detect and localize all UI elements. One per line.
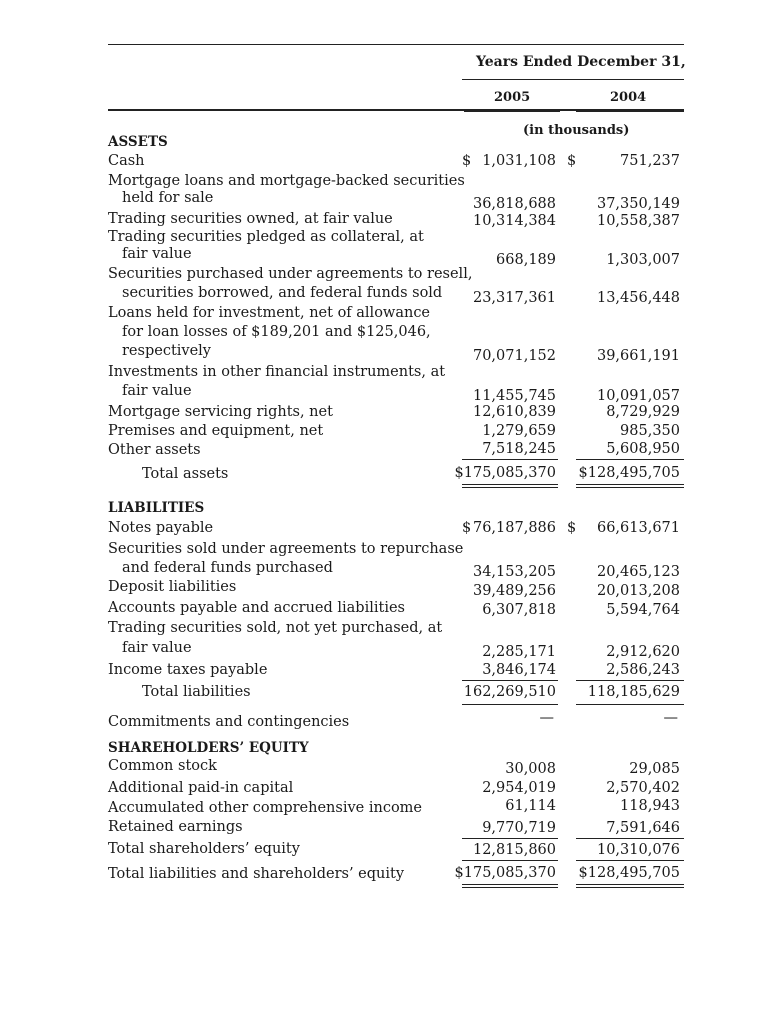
loans-held-2004: 39,661,191 (596, 348, 680, 364)
total-assets-2004: $128,495,705 (578, 465, 680, 481)
year-2005-underline (464, 111, 560, 112)
notes-payable-label: Notes payable (108, 520, 214, 536)
msr-2005: 12,610,839 (472, 404, 556, 420)
total-liabilities-label: Total liabilities (142, 684, 251, 700)
total-equity-label: Total shareholders’ equity (108, 841, 300, 857)
premises-2004: 985,350 (620, 423, 680, 439)
premises-label: Premises and equipment, net (108, 423, 324, 439)
assets-subtotal-rule-2004 (576, 459, 684, 460)
deposits-2004: 20,013,208 (596, 583, 680, 599)
commitments-label: Commitments and contingencies (108, 714, 350, 730)
total-liabilities-equity-2004: $128,495,705 (578, 865, 680, 881)
assets-heading: ASSETS (108, 134, 168, 150)
year-2004-underline (576, 111, 684, 112)
investments-other-label-1: Investments in other financial instruments, at (108, 364, 446, 380)
top-rule (108, 44, 684, 45)
notes-payable-2005-currency: $ (462, 520, 472, 536)
assets-subtotal-rule-2005 (462, 459, 558, 460)
accounts-payable-2005: 6,307,818 (482, 602, 556, 618)
retained-earnings-2004: 7,591,646 (606, 820, 680, 836)
deposits-2005: 39,489,256 (472, 583, 556, 599)
year-2004-header: 2004 (610, 90, 647, 105)
investments-other-2005: 11,455,745 (472, 388, 556, 404)
total-assets-double-rule-2004-a (576, 484, 684, 485)
total-liabilities-equity-2005: $175,085,370 (454, 865, 556, 881)
securities-sold-2005: 34,153,205 (472, 564, 556, 580)
securities-sold-label-2: and federal funds purchased (122, 560, 333, 576)
loans-held-2005: 70,071,152 (472, 348, 556, 364)
equity-subtotal-rule-2005 (462, 838, 558, 839)
liabilities-heading: LIABILITIES (108, 500, 205, 516)
securities-purchased-label-1: Securities purchased under agreements to resell, (108, 266, 473, 282)
cash-2004: 751,237 (620, 153, 680, 169)
period-title: Years Ended December 31, (476, 54, 686, 70)
trading-pledged-label-1: Trading securities pledged as collateral, at (108, 229, 424, 245)
aoci-2005: 61,114 (505, 798, 556, 814)
retained-earnings-2005: 9,770,719 (482, 820, 556, 836)
equity-subtotal-rule-2004 (576, 838, 684, 839)
cash-2005-currency: $ (462, 153, 472, 169)
common-stock-2005: 30,008 (505, 761, 556, 777)
liabilities-subtotal-rule-2004 (576, 680, 684, 681)
income-taxes-2005: 3,846,174 (482, 662, 556, 678)
msr-label: Mortgage servicing rights, net (108, 404, 333, 420)
msr-2004: 8,729,929 (606, 404, 680, 420)
apic-label: Additional paid-in capital (108, 780, 294, 796)
grand-total-double-rule-2005-b (462, 887, 558, 888)
trading-sold-2005: 2,285,171 (482, 644, 556, 660)
deposits-label: Deposit liabilities (108, 579, 237, 595)
total-assets-double-rule-2005-a (462, 484, 558, 485)
year-2005-header: 2005 (494, 90, 531, 105)
equity-heading: SHAREHOLDERS’ EQUITY (108, 740, 309, 756)
notes-payable-2004: 66,613,671 (596, 520, 680, 536)
accounts-payable-2004: 5,594,764 (606, 602, 680, 618)
loans-held-label-2: for loan losses of $189,201 and $125,046, (122, 324, 431, 340)
total-assets-double-rule-2004-b (576, 487, 684, 488)
mortgage-loans-label-1: Mortgage loans and mortgage-backed securities (108, 173, 465, 189)
years-rule (462, 79, 684, 80)
trading-owned-label: Trading securities owned, at fair value (108, 211, 393, 227)
securities-sold-2004: 20,465,123 (596, 564, 680, 580)
notes-payable-2004-currency: $ (567, 520, 577, 536)
total-assets-label: Total assets (142, 466, 229, 482)
accounts-payable-label: Accounts payable and accrued liabilities (108, 600, 405, 616)
trading-owned-2005: 10,314,384 (472, 213, 556, 229)
mortgage-loans-label-2: held for sale (122, 190, 214, 206)
trading-owned-2004: 10,558,387 (596, 213, 680, 229)
securities-purchased-2004: 13,456,448 (596, 290, 680, 306)
trading-pledged-label-2: fair value (122, 246, 192, 262)
loans-held-label-3: respectively (122, 343, 212, 359)
commitments-2004: — (663, 710, 678, 726)
aoci-label: Accumulated other comprehensive income (108, 800, 423, 816)
total-liabilities-rule-2004 (576, 704, 684, 705)
income-taxes-label: Income taxes payable (108, 662, 268, 678)
grand-total-double-rule-2004-b (576, 887, 684, 888)
other-assets-2005: 7,518,245 (482, 441, 556, 457)
total-assets-2005: $175,085,370 (454, 465, 556, 481)
securities-purchased-label-2: securities borrowed, and federal funds sold (122, 285, 443, 301)
units-label: (in thousands) (523, 123, 630, 138)
common-stock-label: Common stock (108, 758, 217, 774)
total-equity-2004: 10,310,076 (596, 842, 680, 858)
notes-payable-2005: 76,187,886 (472, 520, 556, 536)
cash-label: Cash (108, 153, 145, 169)
total-liabilities-2004: 118,185,629 (587, 684, 680, 700)
mortgage-loans-2005: 36,818,688 (472, 196, 556, 212)
other-assets-label: Other assets (108, 442, 201, 458)
income-taxes-2004: 2,586,243 (606, 662, 680, 678)
apic-2005: 2,954,019 (482, 780, 556, 796)
apic-2004: 2,570,402 (606, 780, 680, 796)
other-assets-2004: 5,608,950 (606, 441, 680, 457)
grand-total-double-rule-2004-a (576, 884, 684, 885)
total-liabilities-2005: 162,269,510 (463, 684, 556, 700)
trading-sold-label-1: Trading securities sold, not yet purchased, at (108, 620, 443, 636)
total-liabilities-rule-2005 (462, 704, 558, 705)
investments-other-label-2: fair value (122, 383, 192, 399)
commitments-2005: — (539, 710, 554, 726)
grand-total-double-rule-2005-a (462, 884, 558, 885)
total-equity-rule-2004 (576, 860, 684, 861)
common-stock-2004: 29,085 (629, 761, 680, 777)
total-equity-2005: 12,815,860 (472, 842, 556, 858)
trading-pledged-2005: 668,189 (496, 252, 556, 268)
total-assets-double-rule-2005-b (462, 487, 558, 488)
retained-earnings-label: Retained earnings (108, 819, 243, 835)
trading-sold-2004: 2,912,620 (606, 644, 680, 660)
premises-2005: 1,279,659 (482, 423, 556, 439)
aoci-2004: 118,943 (620, 798, 680, 814)
cash-2004-currency: $ (567, 153, 577, 169)
total-liabilities-equity-label: Total liabilities and shareholders’ equity (108, 866, 405, 882)
total-equity-rule-2005 (462, 860, 558, 861)
securities-purchased-2005: 23,317,361 (472, 290, 556, 306)
cash-2005: 1,031,108 (482, 153, 556, 169)
trading-sold-label-2: fair value (122, 640, 192, 656)
loans-held-label-1: Loans held for investment, net of allowance (108, 305, 431, 321)
liabilities-subtotal-rule-2005 (462, 680, 558, 681)
investments-other-2004: 10,091,057 (596, 388, 680, 404)
mortgage-loans-2004: 37,350,149 (596, 196, 680, 212)
trading-pledged-2004: 1,303,007 (606, 252, 680, 268)
securities-sold-label-1: Securities sold under agreements to repurchase (108, 541, 464, 557)
